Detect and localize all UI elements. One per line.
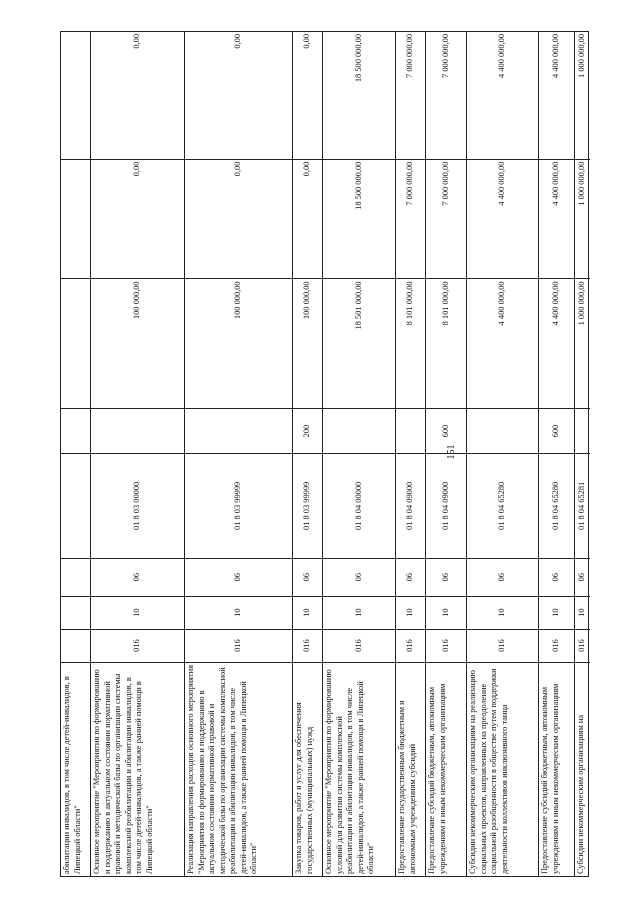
- row-name: абилитации инвалидов, в том числе детей-инвалидов, в Липецкой области": [61, 662, 90, 876]
- row-name: Предоставление субсидий бюджетным, автономным учреждениям и иным некоммерческим организациям: [539, 662, 574, 876]
- row-amount-2: 0,00: [91, 159, 184, 279]
- row-subsection: 06: [575, 558, 590, 596]
- row-expense-type: 600: [426, 408, 466, 453]
- row-code: 016: [185, 629, 292, 662]
- row-target-article: 01 8 04 65280: [467, 453, 538, 558]
- row-amount-1: 1 000 000,00: [575, 278, 590, 408]
- row-amount-3: 0,00: [132, 33, 142, 49]
- row-expense-type: [323, 408, 395, 453]
- row-section: 10: [575, 596, 590, 629]
- row-section: 10: [293, 596, 322, 629]
- row-amount-2: 0,00: [293, 159, 322, 279]
- row-target-article: 01 8 03 99999: [293, 453, 322, 558]
- row-amount-2: 4 400 000,00: [467, 159, 538, 279]
- row-amount-1: 100 000,00: [91, 278, 184, 408]
- row-amount-2: 1 000 000,00: [575, 159, 590, 279]
- row-subsection: 06: [185, 558, 292, 596]
- row-name: Закупка товаров, работ и услуг для обеспечения государственных (муниципальных) нужд: [293, 662, 322, 876]
- table-row: [323, 32, 396, 876]
- row-name: Предоставление субсидий бюджетным, автономным учреждениям и иным некоммерческим организациям: [426, 662, 466, 876]
- row-amount-1: 4 400 000,00: [539, 278, 574, 408]
- row-name: Основное мероприятие "Мероприятия по формированию условий для развития системы комплексной реабилитации и абилитации инвалидов, в том числе детей-инвалидов, а также ранней помощи в Липецкой области": [323, 662, 395, 876]
- row-amount-1: [61, 278, 90, 408]
- page-number: 151: [446, 444, 457, 460]
- row-subsection: 06: [467, 558, 538, 596]
- row-amount-2: 18 500 000,00: [323, 159, 395, 279]
- row-section: [61, 596, 90, 629]
- row-name: Субсидии некоммерческим организациям на реализацию социальных проектов, направленных на преодоление социальной разобщенности в обществе путем поддержки деятельности коллективов инклюзивного танца: [467, 662, 538, 876]
- row-expense-type: [185, 408, 292, 453]
- table-row: [293, 32, 323, 876]
- row-section: 10: [467, 596, 538, 629]
- table-row: [91, 32, 185, 876]
- row-subsection: 06: [293, 558, 322, 596]
- row-name: Предоставление государственным бюджетным и автономным учреждениям субсидий: [396, 662, 425, 876]
- row-section: 10: [426, 596, 466, 629]
- row-amount-2: [61, 159, 90, 279]
- row-target-article: [61, 453, 90, 558]
- row-code: 016: [426, 629, 466, 662]
- row-code: 016: [467, 629, 538, 662]
- row-section: 10: [396, 596, 425, 629]
- row-subsection: 06: [91, 558, 184, 596]
- row-expense-type: [575, 408, 590, 453]
- table-row: [61, 32, 91, 876]
- row-expense-type: [396, 408, 425, 453]
- row-amount-2: 0,00: [185, 159, 292, 279]
- row-amount-1: 8 101 000,00: [426, 278, 466, 408]
- row-target-article: 01 8 04 00000: [323, 453, 395, 558]
- row-amount-3: 7 000 000,00: [405, 33, 415, 78]
- row-expense-type: 200: [293, 408, 322, 453]
- row-subsection: 06: [396, 558, 425, 596]
- row-amount-1: 4 400 000,00: [467, 278, 538, 408]
- row-expense-type: [61, 408, 90, 453]
- row-amount-2: 4 400 000,00: [539, 159, 574, 279]
- row-amount-3: 7 000 000,00: [440, 33, 450, 78]
- row-target-article: 01 8 04 09000: [426, 453, 466, 558]
- row-amount-3: 18 500 000,00: [353, 33, 363, 83]
- row-target-article: 01 8 04 65280: [539, 453, 574, 558]
- row-amount-3: 0,00: [302, 33, 312, 49]
- row-subsection: 06: [323, 558, 395, 596]
- row-name: Основное мероприятие "Мероприятия по формированию и поддержанию в актуальном состоянии нормативной правовой и методической базы по организации системы комплексной реабилитации и абилитации инвалидов, в том числе детей-инвалидов, а также ранней помощи в Липецкой области": [91, 662, 184, 876]
- row-code: 016: [575, 629, 590, 662]
- row-code: 016: [323, 629, 395, 662]
- row-target-article: 01 8 03 00000: [91, 453, 184, 558]
- row-amount-1: 100 000,00: [185, 278, 292, 408]
- row-code: 016: [539, 629, 574, 662]
- row-subsection: 06: [539, 558, 574, 596]
- row-amount-1: 18 501 000,00: [323, 278, 395, 408]
- row-code: [61, 629, 90, 662]
- table-row: [396, 32, 426, 876]
- row-amount-2: 7 000 000,00: [426, 159, 466, 279]
- row-amount-3: 4 400 000,00: [551, 33, 561, 78]
- row-amount-3: 1 000 000,00: [577, 33, 587, 78]
- row-amount-2: 7 000 000,00: [396, 159, 425, 279]
- row-target-article: 01 8 03 99999: [185, 453, 292, 558]
- row-subsection: [61, 558, 90, 596]
- row-code: 016: [396, 629, 425, 662]
- row-amount-1: 100 000,00: [293, 278, 322, 408]
- row-expense-type: 600: [539, 408, 574, 453]
- table-row: [539, 32, 575, 876]
- row-section: 10: [185, 596, 292, 629]
- row-section: 10: [539, 596, 574, 629]
- row-section: 10: [323, 596, 395, 629]
- row-amount-3: 0,00: [233, 33, 243, 49]
- row-expense-type: [91, 408, 184, 453]
- table-row: [185, 32, 293, 876]
- row-amount-3: 4 400 000,00: [497, 33, 507, 78]
- row-expense-type: [467, 408, 538, 453]
- row-name: Субсидии некоммерческим организациям на: [575, 662, 590, 876]
- row-target-article: 01 8 04 65281: [575, 453, 590, 558]
- table-row: [575, 32, 590, 876]
- budget-table: [60, 31, 589, 877]
- row-code: 016: [293, 629, 322, 662]
- row-target-article: 01 8 04 09000: [396, 453, 425, 558]
- row-name: Реализация направления расходов основного мероприятия "Мероприятия по формированию и поддержанию в актуальном состоянии нормативной правовой и методической базы по организации системы комплексной реабилитации и абилитации инвалидов, в том числе детей-инвалидов, а также ранней помощи в Липецкой области": [185, 662, 292, 876]
- row-amount-1: 8 101 000,00: [396, 278, 425, 408]
- row-subsection: 06: [426, 558, 466, 596]
- row-amount-3: [61, 32, 90, 159]
- row-code: 016: [91, 629, 184, 662]
- row-section: 10: [91, 596, 184, 629]
- table-row: [426, 32, 467, 876]
- table-row: [467, 32, 539, 876]
